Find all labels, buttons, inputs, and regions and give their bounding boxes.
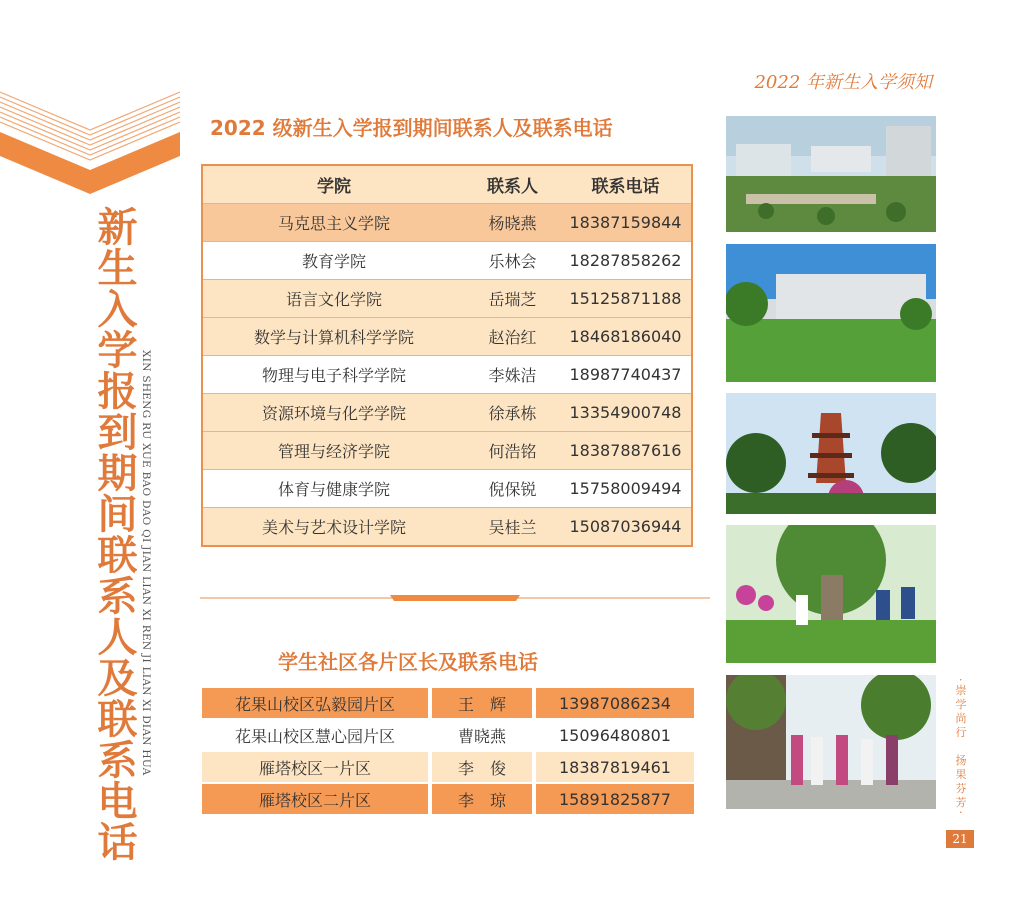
- table-row: [202, 687, 694, 719]
- phone-cell: 15758009494: [560, 470, 692, 508]
- table-row: [202, 280, 692, 318]
- contact-cell: 李 琼: [430, 783, 534, 814]
- phone-cell: 15087036944: [560, 508, 692, 547]
- phone-cell: 18387887616: [560, 432, 692, 470]
- students-under-tree-photo: [726, 525, 936, 663]
- college-cell: 数学与计算机科学学院: [202, 318, 465, 356]
- chevron-decoration: [0, 90, 180, 200]
- phone-cell: 13354900748: [560, 394, 692, 432]
- campus-buildings-photo: [726, 116, 936, 232]
- college-cell: 教育学院: [202, 242, 465, 280]
- phone-cell: 18468186040: [560, 318, 692, 356]
- students-walking-photo: [726, 675, 936, 809]
- college-cell: 美术与艺术设计学院: [202, 508, 465, 547]
- table-row: [202, 508, 692, 547]
- college-cell: 资源环境与化学学院: [202, 394, 465, 432]
- contact-cell: 李姝洁: [465, 356, 560, 394]
- header-title: 2022 年新生入学须知: [754, 72, 932, 93]
- slogan: ·崇学尚行 扬果芬芳·: [954, 678, 967, 817]
- district-cell: 花果山校区弘毅园片区: [202, 687, 430, 719]
- table-row: [202, 318, 692, 356]
- college-cell: 语言文化学院: [202, 280, 465, 318]
- table-row: [202, 783, 694, 814]
- contact-cell: 赵治红: [465, 318, 560, 356]
- vertical-pinyin: XIN SHENG RU XUE BAO DAO QI JIAN LIAN XI REN JI LIAN XI DIAN HUA: [140, 350, 152, 776]
- section-divider: [200, 594, 710, 602]
- college-cell: 体育与健康学院: [202, 470, 465, 508]
- phone-cell: 15125871188: [560, 280, 692, 318]
- table-row: [202, 394, 692, 432]
- district-cell: 雁塔校区二片区: [202, 783, 430, 814]
- header-contact: 联系人: [465, 165, 560, 204]
- header-phone: 联系电话: [560, 165, 692, 204]
- contact-cell: 岳瑞芝: [465, 280, 560, 318]
- table-row: [202, 242, 692, 280]
- section1-title: 2022 级新生入学报到期间联系人及联系电话: [210, 116, 613, 140]
- header-college: 学院: [202, 165, 465, 204]
- contact-cell: 吴桂兰: [465, 508, 560, 547]
- vertical-page-title: 新生入学报到期间联系人及联系电话: [91, 206, 138, 862]
- lawn-building-photo: [726, 244, 936, 382]
- table-row: [202, 719, 694, 751]
- pagoda-photo: [726, 393, 936, 514]
- contact-cell: 曹晓燕: [430, 719, 534, 751]
- contact-cell: 何浩铭: [465, 432, 560, 470]
- contact-cell: 李 俊: [430, 751, 534, 783]
- table-row: [202, 204, 692, 242]
- college-cell: 马克思主义学院: [202, 204, 465, 242]
- phone-cell: 15096480801: [534, 719, 694, 751]
- contact-cell: 倪保锐: [465, 470, 560, 508]
- table-row: [202, 751, 694, 783]
- phone-cell: 18987740437: [560, 356, 692, 394]
- table-row: [202, 432, 692, 470]
- phone-cell: 18387819461: [534, 751, 694, 783]
- college-cell: 物理与电子科学学院: [202, 356, 465, 394]
- community-contact-table: [202, 686, 694, 814]
- district-cell: 花果山校区慧心园片区: [202, 719, 430, 751]
- table-row: [202, 470, 692, 508]
- phone-cell: 18387159844: [560, 204, 692, 242]
- table-row: [202, 356, 692, 394]
- college-contact-table: [201, 164, 693, 547]
- section2-title: 学生社区各片区长及联系电话: [278, 650, 538, 674]
- contact-cell: 徐承栋: [465, 394, 560, 432]
- table-header-row: [202, 165, 692, 204]
- page-number: 21: [946, 830, 974, 848]
- district-cell: 雁塔校区一片区: [202, 751, 430, 783]
- phone-cell: 15891825877: [534, 783, 694, 814]
- contact-cell: 杨晓燕: [465, 204, 560, 242]
- contact-cell: 王 辉: [430, 687, 534, 719]
- phone-cell: 18287858262: [560, 242, 692, 280]
- contact-cell: 乐林会: [465, 242, 560, 280]
- phone-cell: 13987086234: [534, 687, 694, 719]
- college-cell: 管理与经济学院: [202, 432, 465, 470]
